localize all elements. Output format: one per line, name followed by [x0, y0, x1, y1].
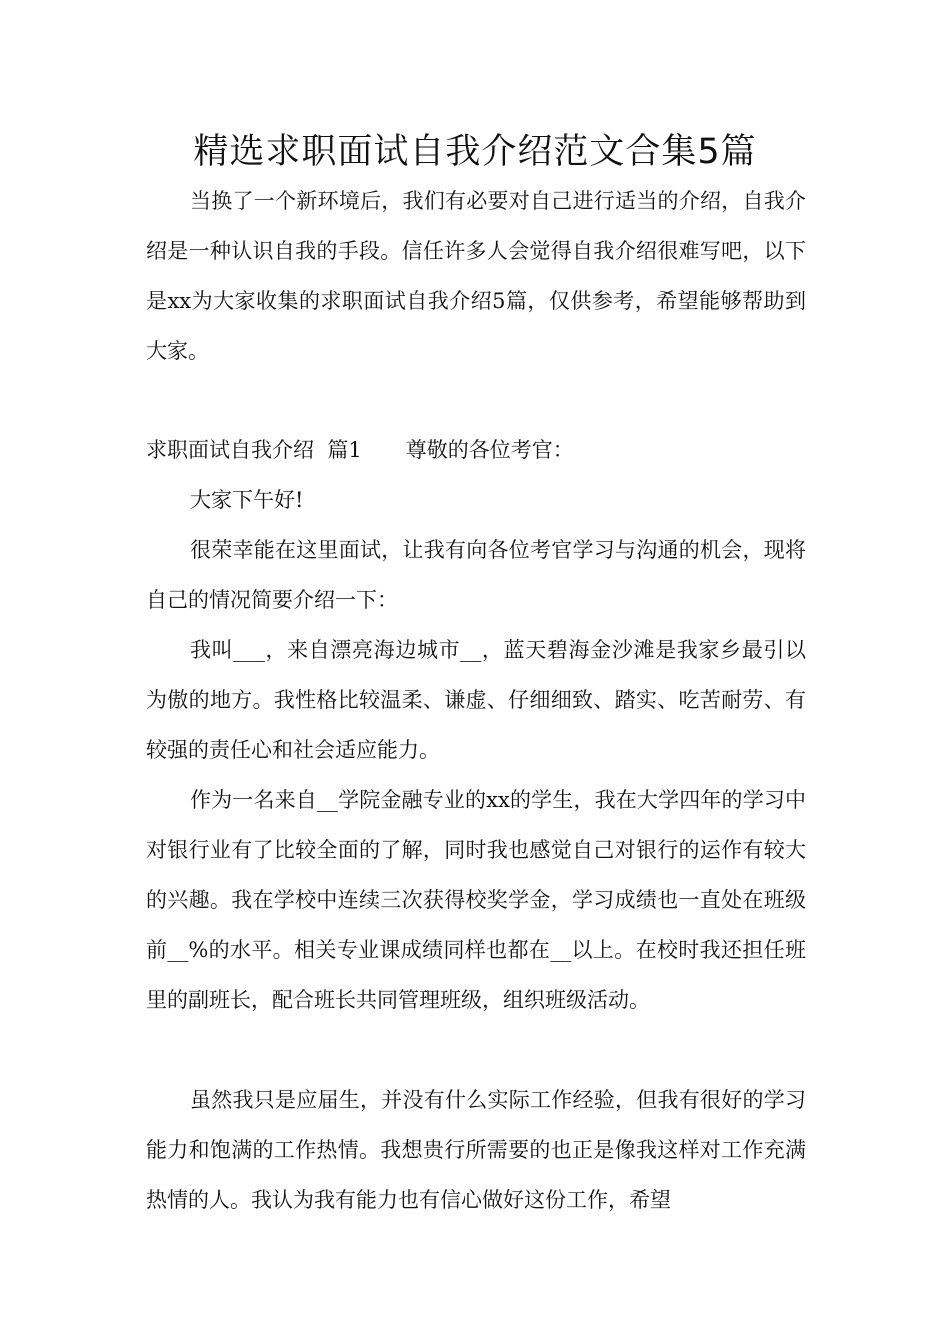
- paragraph-1: 很荣幸能在这里面试，让我有向各位考官学习与沟通的机会，现将自己的情况简要介绍一下：: [146, 538, 806, 612]
- intro-paragraph: 当换了一个新环境后，我们有必要对自己进行适当的介绍，自我介绍是一种认识自我的手段。信任许多人会觉得自我介绍很难写吧，以下是xx为大家收集的求职面试自我介绍5篇，仅供参考，希望能够帮助到大家。: [146, 189, 806, 363]
- document-title: 精选求职面试自我介绍范文合集5篇: [193, 132, 757, 172]
- section-heading-line: [146, 425, 574, 475]
- paragraph-3: 作为一名来自__学院金融专业的xx的学生，我在大学四年的学习中对银行业有了比较全面的了解，同时我也感觉自己对银行的运作有较大的兴趣。我在学校中连续三次获得校奖学金，学习成绩也一直处在班级前__%的水平。相关专业课成绩同样也都在__以上。在校时我还担任班里的副班长，配合班长共同管理班级，组织班级活动。: [146, 788, 806, 1012]
- paragraph-4: 虽然我只是应届生，并没有什么实际工作经验，但我有很好的学习能力和饱满的工作热情。我想贵行所需要的也正是像我这样对工作充满热情的人。我认为我有能力也有信心做好这份工作，希望: [146, 1088, 806, 1212]
- paragraph-2: 我叫___，来自漂亮海边城市__，蓝天碧海金沙滩是我家乡最引以为傲的地方。我性格比较温柔、谦虚、仔细细致、踏实、吃苦耐劳、有较强的责任心和社会适应能力。: [146, 638, 806, 762]
- salutation: 尊敬的各位考官：: [405, 438, 574, 462]
- section-heading: 求职面试自我介绍 篇1: [146, 438, 362, 462]
- greeting: 大家下午好!: [190, 488, 304, 512]
